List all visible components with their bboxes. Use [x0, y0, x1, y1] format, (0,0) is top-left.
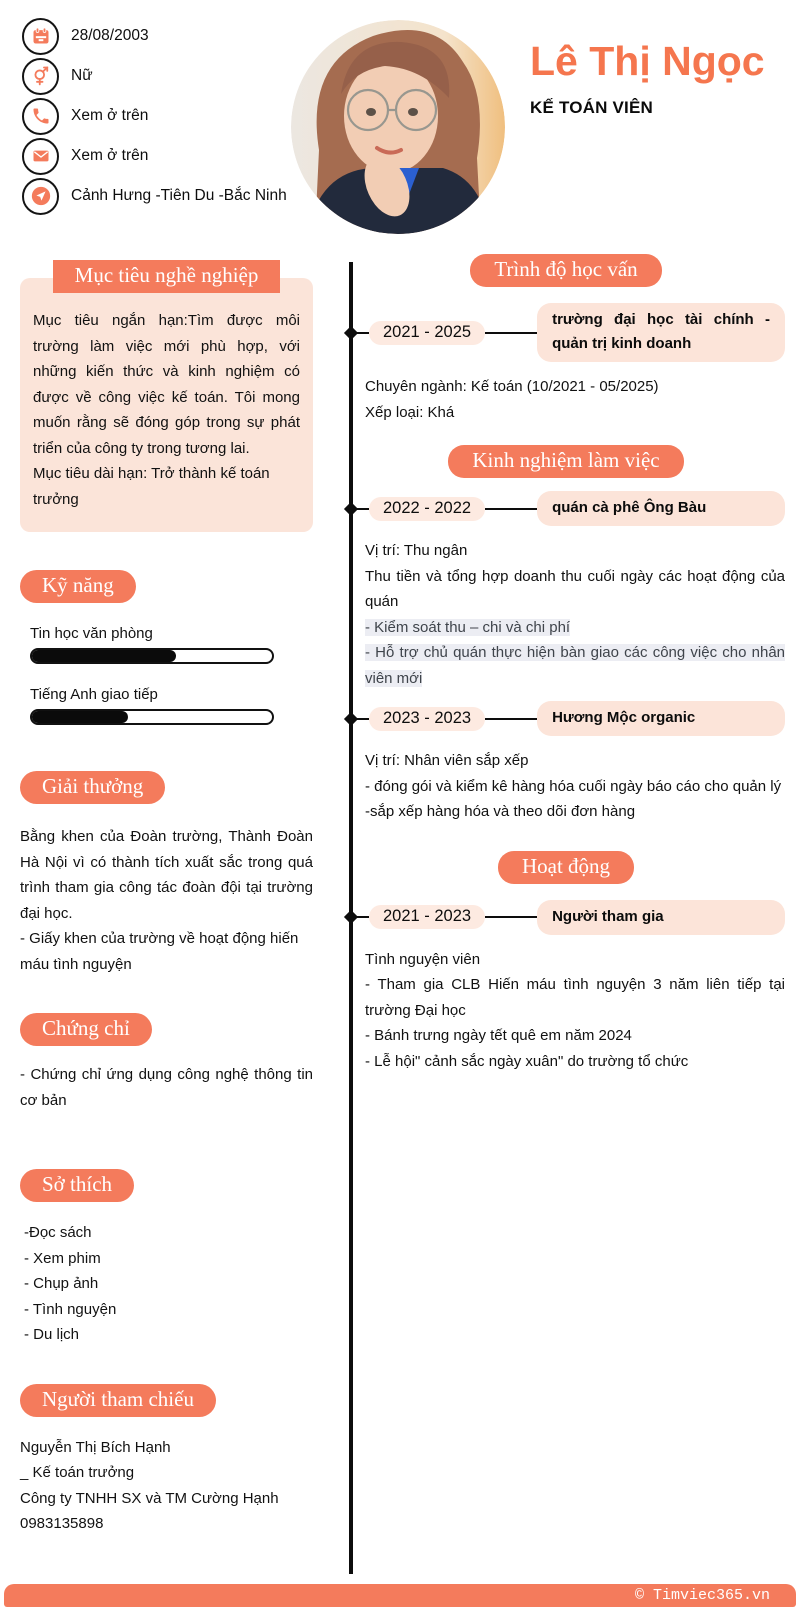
objective-heading: Mục tiêu nghề nghiệp	[53, 260, 281, 293]
right-column	[347, 254, 785, 1074]
objective-panel	[20, 278, 313, 532]
experience-period: 2023 - 2023	[369, 707, 485, 731]
hobby-item: - Chụp ảnh	[24, 1275, 99, 1292]
skill-bar-fill	[32, 711, 128, 723]
education-heading: Trình độ học vấn	[470, 254, 661, 287]
person-name: Lê Thị Ngọc	[530, 38, 765, 84]
section-awards	[20, 771, 313, 977]
awards-line: Bằng khen của Đoàn trường, Thành Đoàn Hà Nội vì có thành tích xuất sắc trong quá trình tham gia công tác đoàn đội tại trường đại học.	[20, 828, 313, 922]
certificates-heading: Chứng chỉ	[20, 1013, 152, 1046]
timeline-connector	[485, 332, 537, 334]
footer-copyright: © Timviec365.vn	[634, 1587, 770, 1604]
section-experience	[347, 445, 785, 825]
header-identity	[530, 38, 790, 118]
timeline-connector	[485, 916, 537, 918]
activity-details	[347, 947, 785, 1075]
hobby-item: -Đọc sách	[24, 1224, 92, 1241]
timeline-diamond-icon	[344, 325, 358, 339]
contact-phone	[22, 96, 287, 136]
section-certificates	[20, 1013, 313, 1113]
contact-info	[22, 16, 287, 216]
phone-text: Xem ở trên	[71, 107, 149, 124]
gender-icon	[22, 58, 59, 95]
section-activities	[347, 851, 785, 1075]
education-period: 2021 - 2025	[369, 321, 485, 345]
contact-gender	[22, 56, 287, 96]
activity-period: 2021 - 2023	[369, 905, 485, 929]
hobby-item: - Du lịch	[24, 1326, 80, 1343]
section-objective	[20, 260, 313, 532]
email-text: Xem ở trên	[71, 147, 149, 164]
experience-entry-row	[347, 491, 785, 526]
references-heading: Người tham chiếu	[20, 1384, 216, 1417]
experience-company: quán cà phê Ông Bàu	[537, 491, 785, 526]
education-major: Chuyên ngành: Kế toán (10/2021 - 05/2025)	[365, 378, 659, 395]
calendar-icon	[22, 18, 59, 55]
skills-heading: Kỹ năng	[20, 570, 136, 603]
activity-line: - Bánh trưng ngày tết quê em năm 2024	[365, 1027, 632, 1044]
section-references	[20, 1384, 313, 1537]
location-icon	[22, 178, 59, 215]
skill-bar-fill	[32, 650, 176, 662]
activity-role: Người tham gia	[537, 900, 785, 935]
email-icon	[22, 138, 59, 175]
gender-text: Nữ	[71, 67, 93, 84]
skill-label: Tiếng Anh giao tiếp	[30, 686, 158, 703]
hobby-item: - Xem phim	[24, 1249, 101, 1267]
reference-line: Nguyễn Thị Bích Hạnh	[20, 1438, 171, 1456]
experience-position: Vị trí: Thu ngân	[365, 542, 468, 559]
experience-period: 2022 - 2022	[369, 497, 485, 521]
experience-duty-highlight: - Hỗ trợ chủ quán thực hiện bàn giao các công việc cho nhân viên mới	[365, 644, 785, 687]
timeline-diamond-icon	[344, 711, 358, 725]
experience-duty: -sắp xếp hàng hóa và theo dõi đơn hàng	[365, 803, 636, 820]
birthdate-text: 28/08/2003	[71, 27, 149, 44]
activity-entry-row	[347, 900, 785, 935]
reference-line: Công ty TNHH SX và TM Cường Hạnh	[20, 1489, 279, 1507]
contact-email	[22, 136, 287, 176]
education-details	[347, 374, 785, 425]
hobby-list	[24, 1220, 313, 1348]
footer-bar	[4, 1584, 796, 1607]
reference-line: 0983135898	[20, 1515, 104, 1532]
experience-position: Vị trí: Nhân viên sắp xếp	[365, 752, 529, 769]
left-column	[20, 260, 313, 1537]
activity-line: Tình nguyện viên	[365, 950, 481, 968]
contact-birthdate	[22, 16, 287, 56]
section-skills	[20, 570, 313, 725]
experience-entry-row	[347, 701, 785, 736]
education-school: trường đại học tài chính -quản trị kinh doanh	[537, 303, 785, 362]
section-hobbies	[20, 1169, 313, 1348]
hobby-item: - Tình nguyện	[24, 1300, 117, 1318]
skill-bar	[30, 709, 274, 725]
reference-list	[20, 1435, 313, 1537]
objective-body2: Mục tiêu dài hạn: Trở thành kế toán trưởng	[33, 465, 270, 508]
experience-company: Hương Mộc organic	[537, 701, 785, 736]
activity-line: - Tham gia CLB Hiến máu tình nguyện 3 năm liên tiếp tại trường Đại học	[365, 976, 785, 1019]
experience-details	[347, 748, 785, 825]
contact-address	[22, 176, 287, 216]
timeline-connector	[485, 508, 537, 510]
certificate-line: - Chứng chỉ ứng dụng công nghệ thông tin cơ bản	[20, 1066, 313, 1109]
awards-line: - Giấy khen của trường về hoạt động hiến máu tình nguyện	[20, 930, 299, 973]
activity-line: - Lễ hội" cảnh sắc ngày xuân" do trường tổ chức	[365, 1052, 689, 1070]
timeline-diamond-icon	[344, 910, 358, 924]
experience-duty: - đóng gói và kiểm kê hàng hóa cuối ngày báo cáo cho quản lý	[365, 777, 782, 795]
experience-heading: Kinh nghiệm làm việc	[448, 445, 683, 478]
reference-line: _ Kế toán trưởng	[20, 1464, 135, 1481]
address-text: Cảnh Hưng -Tiên Du -Bắc Ninh	[71, 187, 287, 204]
timeline-connector	[485, 718, 537, 720]
activities-heading: Hoạt động	[498, 851, 634, 884]
experience-duty-highlight: - Kiểm soát thu – chi và chi phí	[365, 618, 571, 636]
skill-bar	[30, 648, 274, 664]
skill-label: Tin học văn phòng	[30, 625, 153, 642]
objective-body: Mục tiêu ngắn hạn:Tìm được môi trường làm việc mới phù hợp, với những kiến thức và kinh nghiệm có được về công việc kế toán. Tôi mong muốn rằng sẽ đóng góp trong sự phát triển của công ty trong tương lai.	[33, 312, 300, 457]
experience-duty: Thu tiền và tổng hợp doanh thu cuối ngày các hoạt động của quán	[365, 567, 785, 610]
profile-photo	[291, 20, 505, 234]
education-entry-row	[347, 303, 785, 362]
hobbies-heading: Sở thích	[20, 1169, 134, 1202]
awards-heading: Giải thưởng	[20, 771, 165, 804]
experience-details	[347, 538, 785, 691]
person-job-title: KẾ TOÁN VIÊN	[530, 98, 653, 117]
education-grade: Xếp loại: Khá	[365, 403, 455, 421]
phone-icon	[22, 98, 59, 135]
timeline-diamond-icon	[344, 501, 358, 515]
